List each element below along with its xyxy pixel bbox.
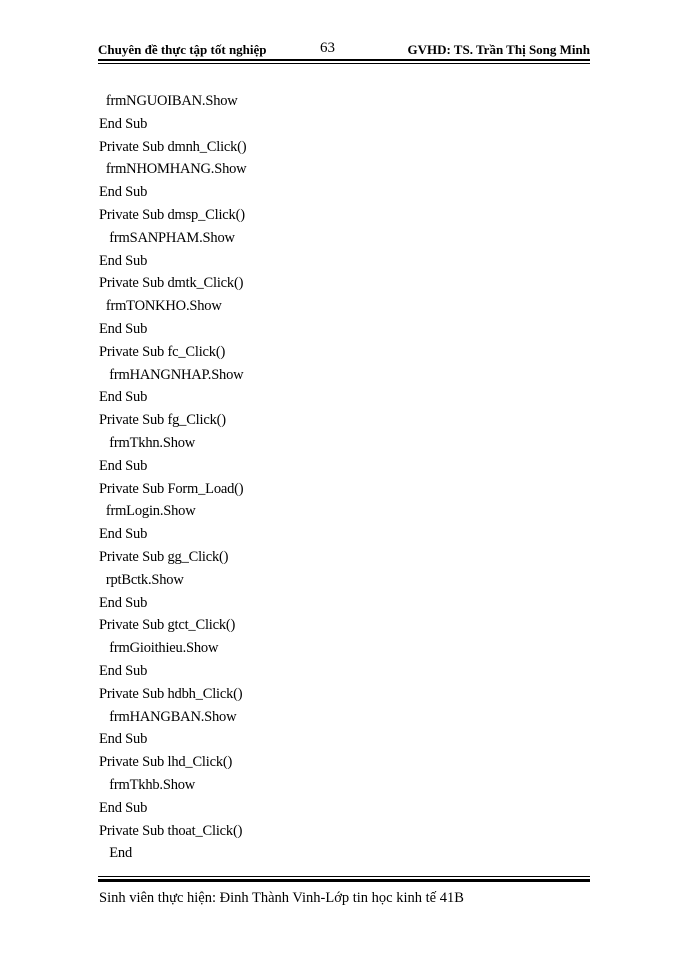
code-line: frmNGUOIBAN.Show xyxy=(99,93,238,109)
code-line: Private Sub Form_Load() xyxy=(99,480,244,497)
code-line: frmSANPHAM.Show xyxy=(99,229,235,246)
code-line: frmTONKHO.Show xyxy=(99,298,222,315)
code-line: Private Sub lhd_Click() xyxy=(99,754,233,771)
code-line: Private Sub gg_Click() xyxy=(99,548,229,565)
code-line: Private Sub dmtk_Click() xyxy=(99,275,244,292)
code-line: frmHANGNHAP.Show xyxy=(99,366,244,383)
code-listing xyxy=(99,90,589,865)
code-line: frmTkhb.Show xyxy=(99,776,196,793)
code-line: rptBctk.Show xyxy=(99,571,184,588)
code-line: End Sub xyxy=(99,799,148,816)
page-footer: Sinh viên thực hiện: Đinh Thành Vinh-Lớp tin học kinh tế 41B xyxy=(99,890,464,906)
code-line: End Sub xyxy=(99,252,148,269)
code-line: Private Sub dmnh_Click() xyxy=(99,138,247,155)
code-line: End Sub xyxy=(99,526,148,543)
code-line: frmGioithieu.Show xyxy=(99,640,219,657)
code-line: End Sub xyxy=(99,184,148,201)
header-rule-top xyxy=(98,59,590,61)
code-line: frmNHOMHANG.Show xyxy=(99,161,247,178)
header-supervisor: GVHD: TS. Trần Thị Song Minh xyxy=(407,42,590,57)
footer-rule-bottom xyxy=(98,879,590,882)
header-rule-bottom xyxy=(98,63,590,64)
code-line: End xyxy=(99,845,133,862)
code-line: End Sub xyxy=(99,594,148,611)
code-line: Private Sub hdbh_Click() xyxy=(99,685,243,702)
header-title: Chuyên đề thực tập tốt nghiệp xyxy=(98,42,267,57)
code-line: End Sub xyxy=(99,115,148,132)
code-line: Private Sub gtct_Click() xyxy=(99,617,236,634)
code-line: Private Sub fc_Click() xyxy=(99,343,226,360)
code-line: frmTkhn.Show xyxy=(99,434,196,451)
code-line: frmLogin.Show xyxy=(99,503,196,520)
code-line: End Sub xyxy=(99,389,148,406)
code-line: End Sub xyxy=(99,457,148,474)
code-line: Private Sub thoat_Click() xyxy=(99,822,243,839)
code-line: End Sub xyxy=(99,320,148,337)
page-number: 63 xyxy=(320,40,335,56)
code-line: Private Sub dmsp_Click() xyxy=(99,206,245,223)
footer-rule-top xyxy=(98,876,590,877)
code-line: End Sub xyxy=(99,662,148,679)
code-line: End Sub xyxy=(99,731,148,748)
page-header xyxy=(98,40,590,60)
code-line: frmHANGBAN.Show xyxy=(99,708,237,725)
code-line: Private Sub fg_Click() xyxy=(99,412,226,429)
